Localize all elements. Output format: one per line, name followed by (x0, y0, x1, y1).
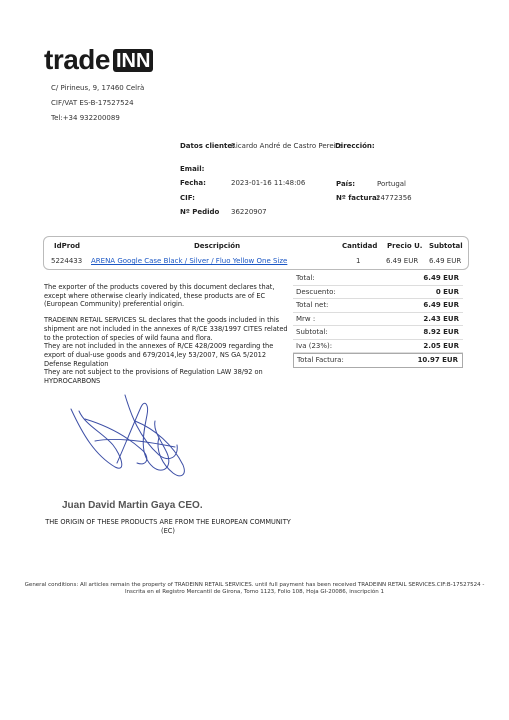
total-label: Total: (296, 274, 315, 282)
descuento-value: 0 EUR (435, 287, 459, 296)
footer-conditions (20, 582, 489, 597)
iva-row (293, 340, 463, 354)
total-factura-row (293, 353, 463, 368)
company-cif: CIF/VAT ES-B-17527524 (51, 99, 134, 107)
factura-value: 24772356 (376, 194, 412, 202)
legal-notes (44, 283, 292, 386)
descuento-label: Descuento: (296, 287, 336, 296)
row-precio: 6.49 EUR (386, 257, 419, 265)
items-table (43, 236, 469, 270)
mrw-label: Mrw : (296, 314, 316, 323)
descuento-row (293, 286, 463, 300)
logo-text: trade (44, 44, 110, 75)
pais-label: País: (336, 180, 356, 188)
factura-label: Nº factura: (336, 194, 380, 202)
total-net-value: 6.49 EUR (423, 301, 459, 309)
header-precio: Precio U. (387, 242, 423, 250)
product-link[interactable]: ARENA Google Case Black / Silver / Fluo Yellow One Size (91, 257, 288, 265)
header-descripcion: Descripción (194, 242, 241, 250)
fecha-label: Fecha: (180, 179, 206, 187)
mrw-value: 2.43 EUR (423, 314, 459, 323)
totals-box (293, 272, 463, 368)
direccion-label: Dirección: (335, 142, 375, 150)
row-subtotal: 6.49 EUR (429, 257, 462, 265)
iva-label: Iva (23%): (296, 341, 333, 350)
pais-value: Portugal (377, 180, 406, 188)
row-idprod: 5224433 (51, 257, 83, 265)
datos-cliente-label: Datos cliente: (180, 142, 235, 150)
subtotal-row (293, 326, 463, 340)
row-cantidad: 1 (356, 257, 361, 265)
cif-label: CIF: (180, 194, 195, 202)
header-cantidad: Cantidad (342, 242, 378, 250)
header-subtotal: Subtotal (429, 242, 463, 250)
note-hydrocarbons: They are not subject to the provisions of Regulation LAW 38/92 on HYDROCARBONS (44, 368, 263, 386)
total-value: 6.49 EUR (423, 274, 459, 282)
logo-badge: INN (113, 49, 153, 72)
note-origin: The exporter of the products covered by this document declares that, except where otherwise clearly indicated, these products are of EC (European Community) preferential origin. (44, 283, 275, 309)
subtotal-label: Subtotal: (296, 328, 328, 336)
tradeinn-logo (44, 46, 153, 74)
origin-statement: THE ORIGIN OF THESE PRODUCTS ARE FROM THE EUROPEAN COMMUNITY (EC) (45, 518, 291, 535)
total-factura-label: Total Factura: (297, 356, 344, 364)
mrw-row (293, 313, 463, 327)
pedido-value: 36220907 (231, 208, 267, 216)
total-net-row (293, 299, 463, 313)
footer-line-1: General conditions: All articles remain the property of TRADEINN RETAIL SERVICES. until full payment has been received TRADEINN RETAIL SERVICES.CIF:B-17527524 - (24, 582, 485, 588)
subtotal-value: 8.92 EUR (423, 328, 459, 336)
header-idprod: IdProd (54, 242, 81, 250)
fecha-value: 2023-01-16 11:48:06 (231, 179, 306, 187)
total-net-label: Total net: (296, 301, 329, 309)
total-factura-value: 10.97 EUR (417, 356, 458, 364)
signer-name: Juan David Martin Gaya CEO. (62, 500, 203, 511)
iva-value: 2.05 EUR (423, 341, 459, 350)
signature-graphic (55, 385, 215, 500)
datos-cliente-value: Ricardo André de Castro Pereira (231, 142, 343, 150)
footer-line-2: Inscrita en el Registro Mercantil de Girona, Tomo 1123, Folio 108, Hoja GI-20086, inscripción 1 (124, 589, 385, 596)
email-label: Email: (180, 165, 205, 173)
total-row (293, 272, 463, 286)
note-dual-use: They are not included in the annexes of R/CE 428/2009 regarding the export of dual-use goods and 679/2014,ley 53/2007, NS GA 5/2012 Defense Regulation (44, 342, 274, 368)
note-cites: TRADEINN RETAIL SERVICES SL declares that the goods included in this shipment are not included in the annexes of R/CE 338/1997 CITES related to the protection of species of wild fauna and flora. (44, 316, 288, 342)
pedido-label: Nº Pedido (180, 208, 220, 216)
company-address: C/ Pirineus, 9, 17460 Celrà (51, 84, 145, 92)
company-tel: Tel:+34 932200089 (51, 114, 120, 122)
